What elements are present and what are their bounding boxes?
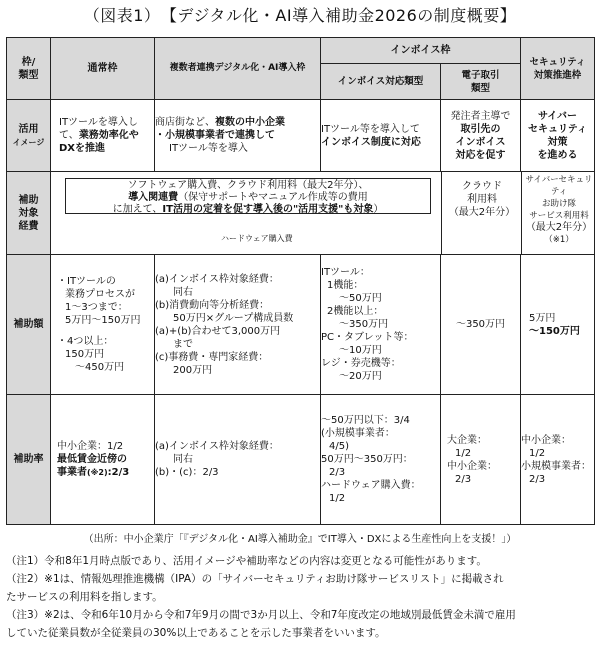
use-invoice: ITツール等を導入して インボイス制度に対応 [321,100,441,172]
note-1: （注1）令和8年1月時点版であり、活用イメージや補助率などの内容は変更となる可能性があります。 [6,555,487,567]
notes [0,552,600,642]
amount-invoice: ITツール： 1機能： ～50万円 2機能以上： ～350万円 PC・タブレット等： ～10万円 レジ・券売機等： ～20万円 [321,255,441,395]
rate-multi: (a)インボイス枠対象経費： 同右 (b)・(c)：2/3 [155,395,321,525]
subsidy-table [6,37,595,525]
note-3-cont: していた従業員数が全従業員の30%以上であることを示した事業者をいいます。 [6,627,386,639]
row-label-target: 補助 対象 経費 [7,172,51,255]
use-security: サイバー セキュリティ 対策 を進める [521,100,595,172]
row-label-amount: 補助額 [7,255,51,395]
header-edi: 電子取引 類型 [441,64,521,100]
source-line: （出所：中小企業庁「『デジタル化・AI導入補助金』でIT導入・DXによる生産性向上を支援！」） [83,534,517,545]
row-label-rate: 補助率 [7,395,51,525]
rate-invoice: ～50万円以下：3/4 (小規模事業者： 4/5) 50万円～350万円： 2/3 ハードウェア購入費： 1/2 [321,395,441,525]
amount-security: 5万円 ～150万円 [521,255,595,395]
target-cell [51,172,595,255]
note-2-cont: たサービスの利用料を指します。 [6,591,163,603]
header-security: セキュリティ 対策推進枠 [521,38,595,100]
use-edi: 発注者主導で 取引先の インボイス 対応を促す [441,100,521,172]
header-invoice-group: インボイス枠 [321,38,521,64]
header-invoice-type: インボイス対応類型 [321,64,441,100]
rate-security: 中小企業： 1/2 小規模事業者： 2/3 [521,395,595,525]
support-expense-box: ソフトウェア購入費、クラウド利用料（最大2年分）、 導入関連費（保守サポートやマニュアル作成等の費用 に加えて、IT活用の定着を促す導入後の"活用支援"も対象） [65,178,431,214]
amount-normal: ・ITツールの 業務プロセスが 1～3つまで： 5万円～150万円 ・4つ以上： 150万円 ～450万円 [51,255,155,395]
note-2: （注2）※1は、情報処理推進機構（IPA）の「サイバーセキュリティお助け隊サービスリスト」に掲載され [6,573,504,585]
header-normal: 通常枠 [51,38,155,100]
row-label-use: 活用 イメージ [7,100,51,172]
hardware-label: ハードウェア購入費 [221,234,293,243]
use-normal: ITツールを導入し て、業務効率化や DXを推進 [51,100,155,172]
header-type: 枠/ 類型 [7,38,51,100]
amount-multi: (a)インボイス枠対象経費： 同右 (b)消費動向等分析経費： 50万円×グループ構成員数 (a)+(b)合わせて3,000万円 まで (c)事務費・専門家経費： 200万円 [155,255,321,395]
figure-title: （図表1） 【デジタル化・AI導入補助金2026の制度概要】 [83,6,517,25]
use-multi: 商店街など、複数の中小企業 ・小規模事業者で連携して ITツール等を導入 [155,100,321,172]
rate-normal: 中小企業：1/2 最低賃金近傍の 事業者(※2):2/3 [51,395,155,525]
header-multi: 複数者連携デジタル化・AI導入枠 [155,38,321,100]
note-3: （注3）※2は、令和6年10月から令和7年9月の間で3か月以上、令和7年度改定の地域別最低賃金未満で雇用 [6,609,516,621]
amount-edi: ～350万円 [441,255,521,395]
target-security: サイバーセキュリティ お助け隊 サービス利用料 （最大2年分） （※1） [525,175,593,245]
rate-edi: 大企業： 1/2 中小企業： 2/3 [441,395,521,525]
target-edi: クラウド 利用料 （最大2年分） [448,181,516,218]
